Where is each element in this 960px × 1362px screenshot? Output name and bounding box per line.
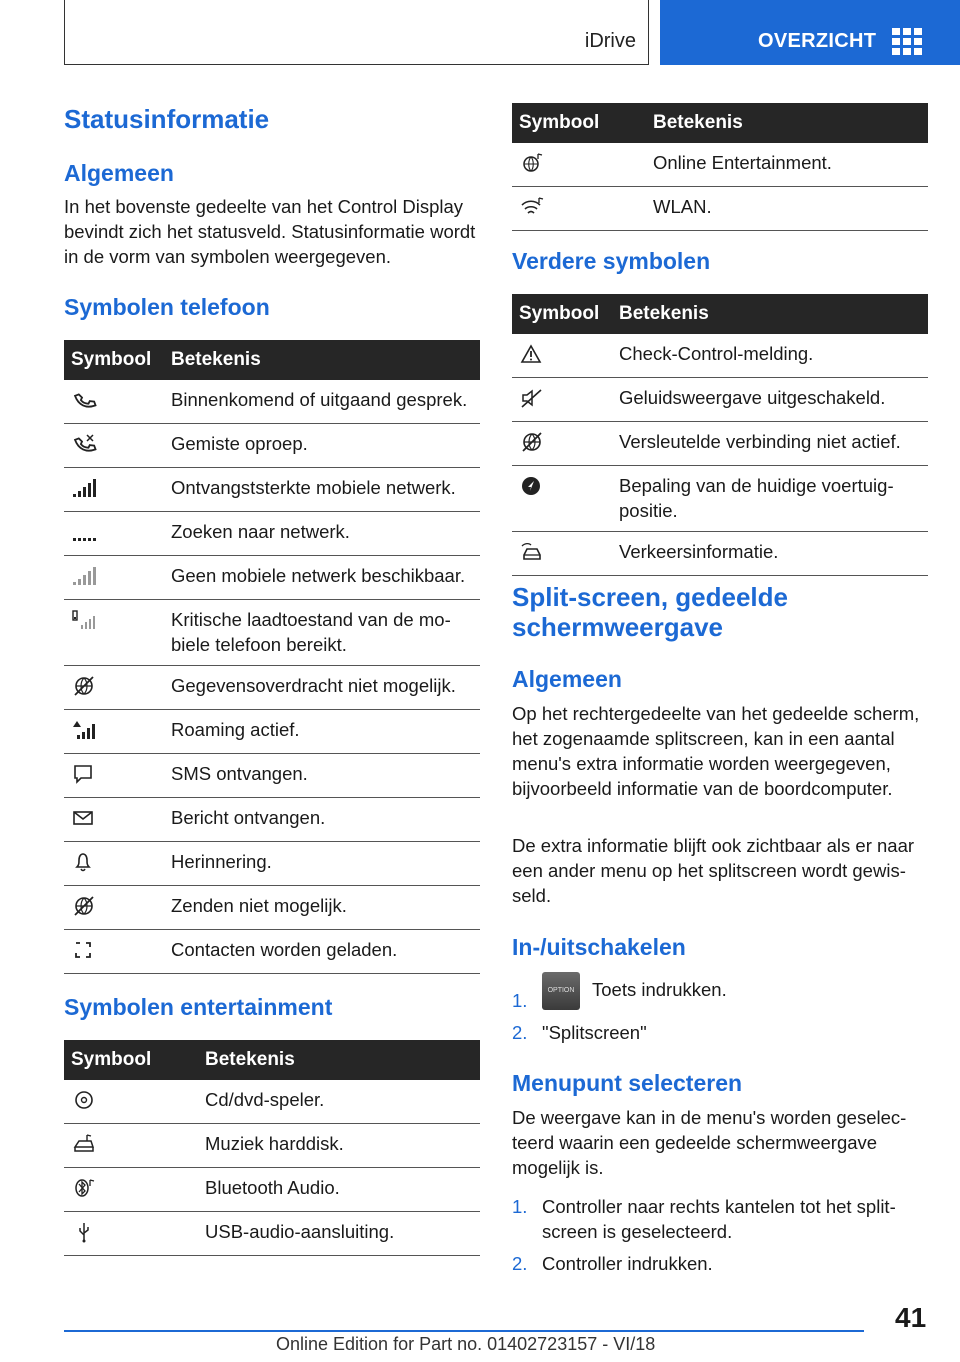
row-text: Online Entertainment.	[646, 143, 928, 187]
table-header-meaning: Betekenis	[198, 1040, 480, 1080]
select-heading: Menupunt selecteren	[512, 1070, 743, 1096]
missed-call-icon	[71, 433, 97, 455]
table-row	[64, 886, 480, 930]
network-search-icon	[71, 521, 97, 543]
row-text: USB-audio-aansluiting.	[198, 1212, 480, 1256]
table-header-symbol: Symbool	[64, 1040, 198, 1080]
row-text: Bluetooth Audio.	[198, 1168, 480, 1212]
select-step-2	[512, 1251, 928, 1276]
table-row	[64, 1168, 480, 1212]
no-network-icon	[71, 565, 97, 587]
row-text: Gegevensoverdracht niet mogelijk.	[164, 666, 480, 710]
split-general-heading: Algemeen	[512, 666, 622, 692]
table-row	[64, 380, 480, 424]
sms-icon	[71, 763, 97, 785]
page-title: Statusinformatie	[64, 104, 270, 134]
table-row	[512, 532, 928, 576]
harddisk-icon	[71, 1133, 97, 1155]
row-text: Gemiste oproep.	[164, 424, 480, 468]
table-header-meaning: Betekenis	[646, 103, 928, 143]
row-text: SMS ontvangen.	[164, 754, 480, 798]
table-header-symbol: Symbool	[64, 340, 164, 380]
row-text: Check-Control-melding.	[612, 334, 928, 378]
table-row	[512, 466, 928, 532]
row-text: Verkeersinformatie.	[612, 532, 928, 576]
table-row	[64, 468, 480, 512]
usb-icon	[71, 1221, 97, 1243]
select-text: De weergave kan in de menu's worden geselecteerd waarin een gedeelde schermweergave mogelijk is.	[512, 1107, 907, 1178]
table-row	[64, 842, 480, 886]
table-row	[64, 600, 480, 666]
row-text: Zoeken naar netwerk.	[164, 512, 480, 556]
row-text: Geen mobiele netwerk beschikbaar.	[164, 556, 480, 600]
header-chapter-tab[interactable]	[660, 0, 960, 65]
split-heading-line-2: schermweergave	[512, 612, 724, 642]
header-section-box	[64, 0, 649, 65]
row-text: Herinnering.	[164, 842, 480, 886]
split-screen-heading	[512, 582, 788, 642]
split-text-2: De extra informatie blijft ook zichtbaar als er naar een ander menu op het splitscreen wordt gewisseld.	[512, 835, 915, 906]
row-text: Zenden niet mogelijk.	[164, 886, 480, 930]
wlan-icon	[519, 196, 545, 218]
contacts-icon	[71, 939, 97, 961]
step-text: Controller indrukken.	[542, 1253, 713, 1274]
table-row	[64, 710, 480, 754]
row-text: Cd/dvd-speler.	[198, 1080, 480, 1124]
option-button-icon[interactable]: OPTION	[542, 972, 580, 1010]
step-text: "Splitscreen"	[542, 1022, 647, 1043]
table-row	[512, 143, 928, 187]
row-text: Contacten worden geladen.	[164, 930, 480, 974]
step-number: 1.	[512, 990, 528, 1011]
row-text: WLAN.	[646, 187, 928, 231]
table-row	[512, 334, 928, 378]
general-heading: Algemeen	[64, 160, 174, 186]
table-row	[512, 187, 928, 231]
row-text: Bepaling van de huidige voertuigpositie.	[612, 466, 928, 532]
row-text: Binnenkomend of uitgaand gesprek.	[164, 380, 480, 424]
mute-icon	[519, 387, 545, 409]
mail-icon	[71, 807, 97, 829]
step-number: 1.	[512, 1196, 528, 1217]
roaming-icon	[71, 719, 97, 741]
encryption-off-icon	[519, 431, 545, 453]
header-chapter-label: OVERZICHT	[758, 30, 877, 52]
signal-strength-icon	[71, 477, 97, 499]
phone-heading: Symbolen telefoon	[64, 294, 270, 320]
entertainment-heading: Symbolen entertainment	[64, 994, 333, 1020]
table-row	[64, 556, 480, 600]
no-data-icon	[71, 675, 97, 697]
table-row	[64, 666, 480, 710]
row-text: Versleutelde verbinding niet actief.	[612, 422, 928, 466]
more-symbols-heading: Verdere symbolen	[512, 248, 711, 274]
bell-icon	[71, 851, 97, 873]
step-text: Controller naar rechts kantelen tot het splitscreen is geselecteerd.	[542, 1196, 896, 1242]
select-step-1	[512, 1194, 928, 1244]
warning-icon	[519, 343, 545, 365]
table-header-symbol: Symbool	[512, 294, 612, 334]
footer-divider	[64, 1330, 864, 1332]
footer-edition: Online Edition for Part no. 01402723157 - VI/18	[276, 1334, 656, 1354]
onoff-heading: In-/uitschakelen	[512, 934, 686, 960]
general-text: In het bovenste gedeelte van het Control Display bevindt zich het statusveld. Statusinformatie wordt in de vorm van symbolen weergegeven.	[64, 196, 476, 267]
table-row	[64, 424, 480, 468]
online-entertainment-icon	[519, 152, 545, 174]
table-row	[64, 1212, 480, 1256]
row-text: Bericht ontvangen.	[164, 798, 480, 842]
table-row	[64, 798, 480, 842]
position-icon	[519, 475, 545, 497]
row-text: Kritische laadtoestand van de mobiele telefoon bereikt.	[164, 600, 480, 666]
onoff-step-2	[512, 1020, 928, 1045]
bluetooth-audio-icon	[71, 1177, 97, 1199]
row-text: Ontvangststerkte mobiele netwerk.	[164, 468, 480, 512]
disc-icon	[71, 1089, 97, 1111]
step-number: 2.	[512, 1253, 528, 1274]
table-header-symbol: Symbool	[512, 103, 646, 143]
table-row	[64, 512, 480, 556]
onoff-step-1	[512, 972, 928, 1020]
split-text-1: Op het rechtergedeelte van het gedeelde scherm, het zogenaamde splitscreen, kan in een aantal menu's extra informatie worden weergegeven, bijvoorbeeld informatie van de boordcomputer.	[512, 703, 920, 799]
table-row	[64, 930, 480, 974]
grid-icon	[892, 28, 922, 54]
table-row	[512, 422, 928, 466]
table-row	[64, 1124, 480, 1168]
row-text: Muziek harddisk.	[198, 1124, 480, 1168]
table-header-meaning: Betekenis	[164, 340, 480, 380]
row-text: Geluidsweergave uitgeschakeld.	[612, 378, 928, 422]
traffic-info-icon	[519, 541, 545, 563]
row-text: Roaming actief.	[164, 710, 480, 754]
no-send-icon	[71, 895, 97, 917]
table-row	[64, 1080, 480, 1124]
table-row	[512, 378, 928, 422]
page-number: 41	[895, 1302, 927, 1333]
phone-icon	[71, 389, 97, 411]
table-row	[64, 754, 480, 798]
split-heading-line-1: Split-screen, gedeelde	[512, 582, 788, 612]
header-section-title: iDrive	[584, 30, 636, 52]
online-symbols-table	[512, 103, 928, 231]
low-battery-icon	[71, 609, 97, 631]
step-number: 2.	[512, 1022, 528, 1043]
step-text: Toets indrukken.	[592, 978, 727, 1000]
more-symbols-table	[512, 294, 928, 576]
phone-symbols-table	[64, 340, 480, 974]
table-header-meaning: Betekenis	[612, 294, 928, 334]
entertainment-symbols-table	[64, 1040, 480, 1256]
